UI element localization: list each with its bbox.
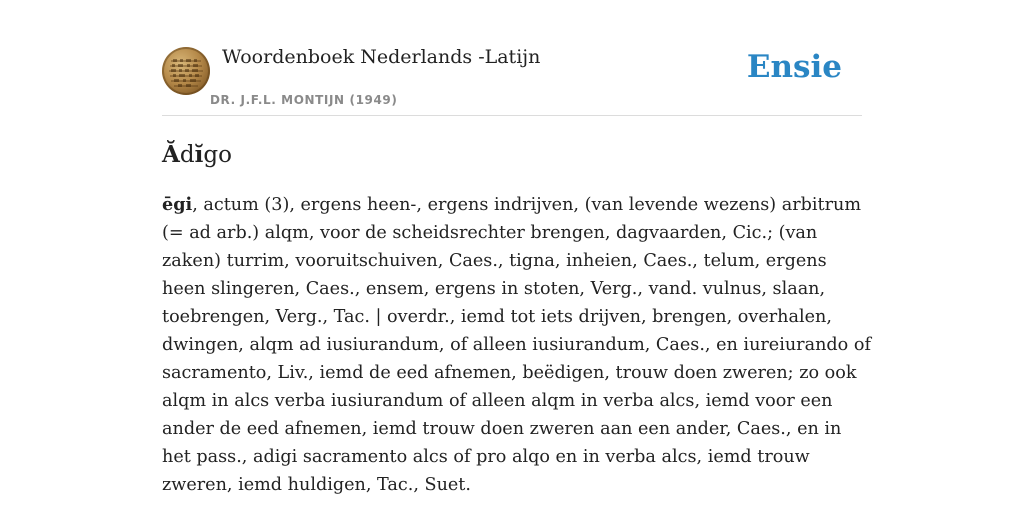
ensie-brand-link[interactable]: Ensie — [746, 49, 842, 85]
page-header — [162, 40, 862, 116]
headword-part: d — [179, 142, 195, 168]
headword-part: Ă — [162, 141, 180, 168]
coin-logo-icon[interactable] — [162, 47, 210, 95]
headword-part: go — [203, 142, 232, 168]
entry-headword — [162, 140, 862, 170]
dictionary-author: DR. J.F.L. MONTIJN (1949) — [210, 93, 398, 107]
headword-part: ĭ — [194, 141, 204, 168]
entry-definition — [162, 191, 872, 499]
entry-card — [162, 40, 871, 499]
definition-lead: ēgi — [162, 194, 193, 215]
dictionary-title[interactable]: Woordenboek Nederlands -Latijn — [222, 46, 541, 68]
definition-text: , actum (3), ergens heen-, ergens indrijven, (van levende wezens) arbitrum (= ad arb.) alqm, voor de scheidsrechter brengen, dagvaarden, Cic.; (van zaken) turrim, vooruitschuiven, Caes., tigna, inheien, Caes., telum, ergens heen slingeren, Caes., ensem, ergens in stoten, Verg., vand. vulnus, slaan, toebrengen, Verg., Tac. | overdr., iemd tot iets drijven, brengen, overhalen, dwingen, alqm ad iusiurandum, of alleen iusiurandum, Caes., en iureiurando of sacramento, Liv., iemd de eed afnemen, beëdigen, trouw doen zweren; zo ook alqm in alcs verba iusiurandum of alleen alqm in verba alcs, iemd voor een ander de eed afnemen, iemd trouw doen zweren aan een ander, Caes., en in het pass., adigi sacramento alcs of pro alqo en in verba alcs, iemd trouw zweren, iemd huldigen, Tac., Suet. — [162, 195, 871, 495]
